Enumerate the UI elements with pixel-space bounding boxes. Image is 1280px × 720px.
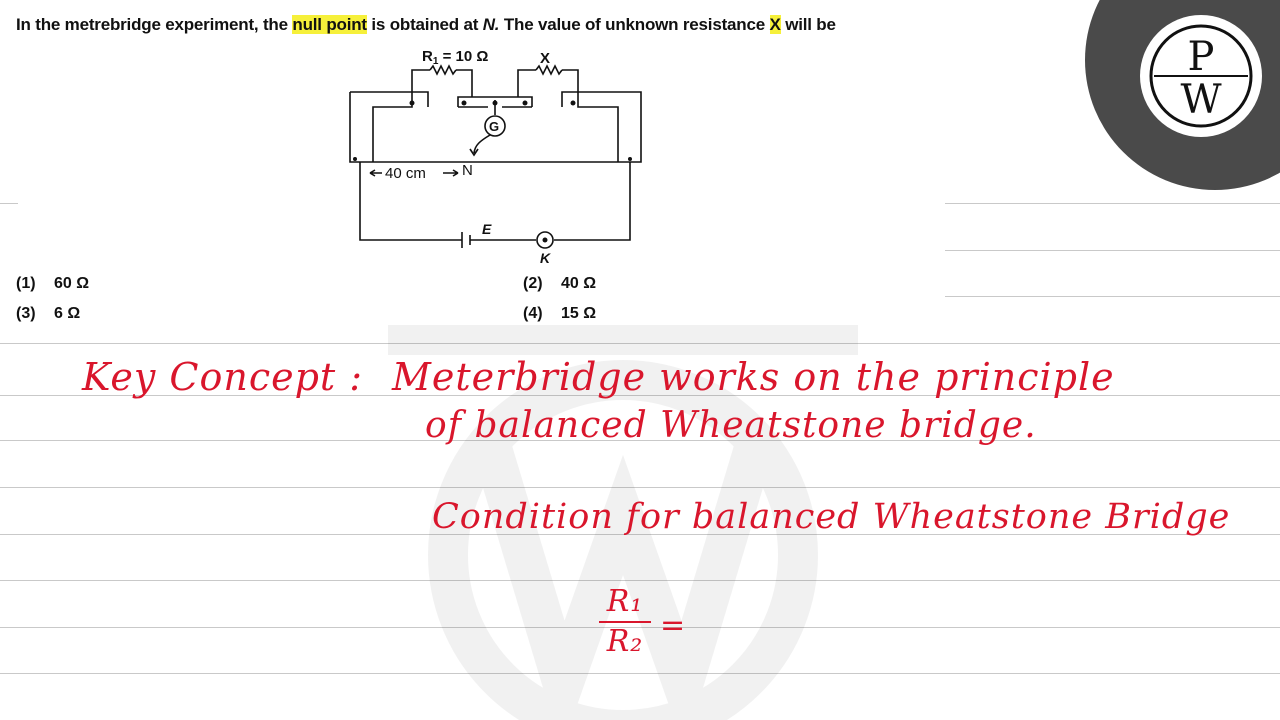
pw-logo-mark	[1140, 15, 1262, 137]
fraction-numerator: R₁	[606, 584, 644, 619]
handwritten-balanced-bridge: of balanced Wheatstone bridge.	[425, 405, 1037, 446]
highlight-x: X	[769, 15, 781, 34]
question-part: In the metrebridge experiment, the	[16, 15, 293, 34]
option-value: 15 Ω	[561, 305, 597, 322]
galvanometer-label: G	[489, 119, 500, 134]
cell-symbol	[462, 232, 470, 248]
option-value: 40 Ω	[561, 275, 597, 292]
option-3	[16, 305, 80, 323]
ruled-line	[0, 203, 18, 204]
resistor-r1	[430, 66, 456, 74]
point-n-label: N.	[482, 15, 500, 34]
handwritten-key-concept: Key Concept :	[82, 355, 364, 399]
handwritten-fraction	[595, 585, 655, 659]
ruled-line	[945, 296, 1280, 297]
question-part: is obtained at	[366, 15, 483, 34]
length-label: 40 cm	[385, 165, 426, 182]
highlight-null-point: null point	[292, 15, 367, 34]
option-number: (4)	[523, 305, 543, 322]
handwritten-condition: Condition for balanced Wheatstone Bridge	[432, 497, 1231, 537]
option-1	[16, 275, 89, 293]
fraction-denominator: R₂	[606, 624, 644, 659]
logo-letter-w: W	[1180, 77, 1222, 123]
ruled-line	[945, 250, 1280, 251]
question-text	[16, 15, 836, 35]
handwritten-equals: =	[660, 608, 687, 643]
cell-label: E	[482, 221, 492, 237]
option-number: (1)	[16, 275, 36, 292]
metre-bridge-circuit	[340, 45, 660, 270]
option-number: (2)	[523, 275, 543, 292]
logo-letter-p: P	[1187, 34, 1215, 80]
option-value: 60 Ω	[54, 275, 90, 292]
fraction-bar	[599, 621, 651, 623]
option-2	[523, 275, 596, 293]
ruled-line	[945, 203, 1280, 204]
option-value: 6 Ω	[54, 305, 81, 322]
null-point-label: N	[462, 162, 473, 179]
key-label: K	[540, 250, 551, 266]
bridge-inner-frame	[373, 97, 412, 162]
resistor-x	[536, 66, 562, 74]
x-label: X	[540, 50, 551, 67]
r1-label: $R_1 = 10$ Ω	[422, 48, 489, 67]
question-part: will be	[780, 15, 836, 34]
option-4	[523, 305, 596, 323]
pw-logo	[1140, 15, 1262, 137]
question-part: The value of unknown resistance	[499, 15, 770, 34]
option-number: (3)	[16, 305, 36, 322]
handwritten-principle: Meterbridge works on the principle	[392, 355, 1115, 399]
